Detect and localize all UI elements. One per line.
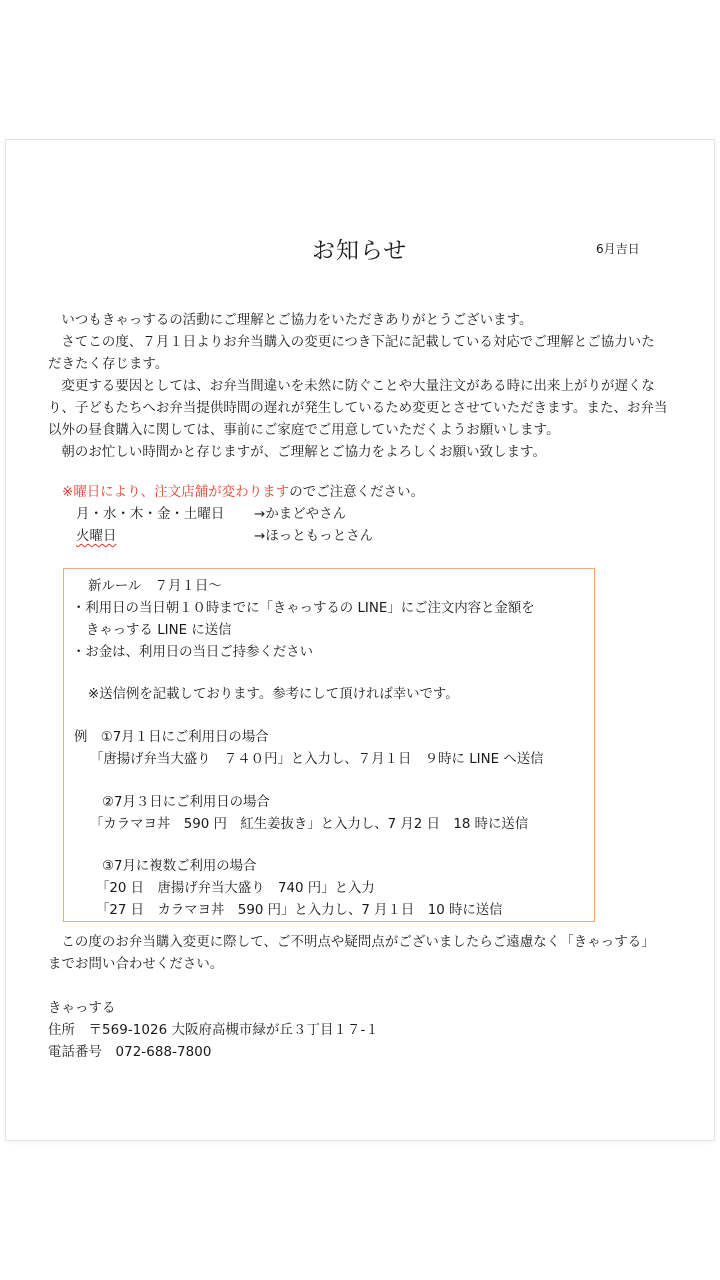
- schedule-shop: →ほっともっとさん: [254, 529, 374, 544]
- schedule-days: 火曜日: [76, 529, 117, 544]
- example-3-label: ③7月に複数ご利用の場合: [102, 859, 257, 874]
- closing-paragraph: この度のお弁当購入変更に際して、ご不明点や疑問点がございましたらご遠慮なく「きゃっする」までお問い合わせください。: [48, 935, 655, 972]
- example-1-label: 例 ①7月１日にご利用日の場合: [74, 730, 269, 745]
- example-3-text-1: 「20 日 唐揚げ弁当大盛り 740 円」と入力: [96, 881, 375, 896]
- schedule-shop: →かまどやさん: [254, 507, 347, 522]
- example-1-text: 「唐揚げ弁当大盛り ７４０円」と入力し、７月１日 ９時に LINE へ送信: [90, 752, 544, 767]
- schedule-row: [76, 504, 224, 526]
- contact-name: きゃっする: [48, 1001, 116, 1016]
- example-3-text-2: 「27 日 カラマヨ丼 590 円」と入力し、7 月１日 10 時に送信: [96, 903, 503, 918]
- example-2-label: ②7月３日にご利用日の場合: [102, 795, 270, 810]
- new-rules-box: [63, 568, 595, 922]
- warning-highlight: 曜日により、注文店舗が変わります: [73, 485, 290, 500]
- contact-phone: 電話番号 072-688-7800: [48, 1045, 212, 1060]
- notice-sheet: [6, 140, 714, 1140]
- example-2-text: 「カラマヨ丼 590 円 紅生姜抜き」と入力し、7 月2 日 18 時に送信: [90, 817, 529, 832]
- schedule-row: [76, 526, 376, 548]
- rule-bullet-1-cont: きゃっする LINE に送信: [86, 623, 232, 638]
- rules-heading: 新ルール ７月１日～: [88, 579, 222, 594]
- rule-bullet-1: ・利用日の当日朝１０時までに「きゃっするの LINE」にご注文内容と金額を: [72, 601, 535, 616]
- contact-address: 住所 〒569-1026 大阪府高槻市緑が丘３丁目１７-１: [48, 1023, 379, 1038]
- store-warning: [62, 482, 424, 504]
- notice-date: 6月吉日: [596, 242, 640, 256]
- schedule-days: 月・水・木・金・土曜日: [76, 507, 225, 522]
- paragraph-reason: 変更する要因としては、お弁当間違いを未然に防ぐことや大量注文がある時に出来上がりが遅くなり、子どもたちへお弁当提供時間の遅れが発生しているため変更とさせていただきます。また、お弁当以外の昼食購入に関しては、事前にご家庭でご用意していただくようお願いします。: [48, 379, 668, 438]
- warning-prefix: ※: [62, 485, 74, 500]
- example-note: ※送信例を記載しております。参考にして頂ければ幸いです。: [88, 687, 459, 702]
- warning-suffix: のでご注意ください。: [289, 485, 425, 500]
- paragraph-change: さてこの度、７月１日よりお弁当購入の変更につき下記に記載している対応でご理解とご協力いただきたく存じます。: [48, 335, 655, 372]
- paragraph-greeting: いつもきゃっするの活動にご理解とご協力をいただきありがとうございます。: [61, 313, 533, 328]
- notice-title: お知らせ: [312, 238, 408, 264]
- intro-paragraphs: [48, 310, 668, 464]
- paragraph-request: 朝のお忙しい時間かと存じますが、ご理解とご協力をよろしくお願い致します。: [61, 445, 546, 460]
- rule-bullet-2: ・お金は、利用日の当日ご持参ください: [72, 645, 314, 660]
